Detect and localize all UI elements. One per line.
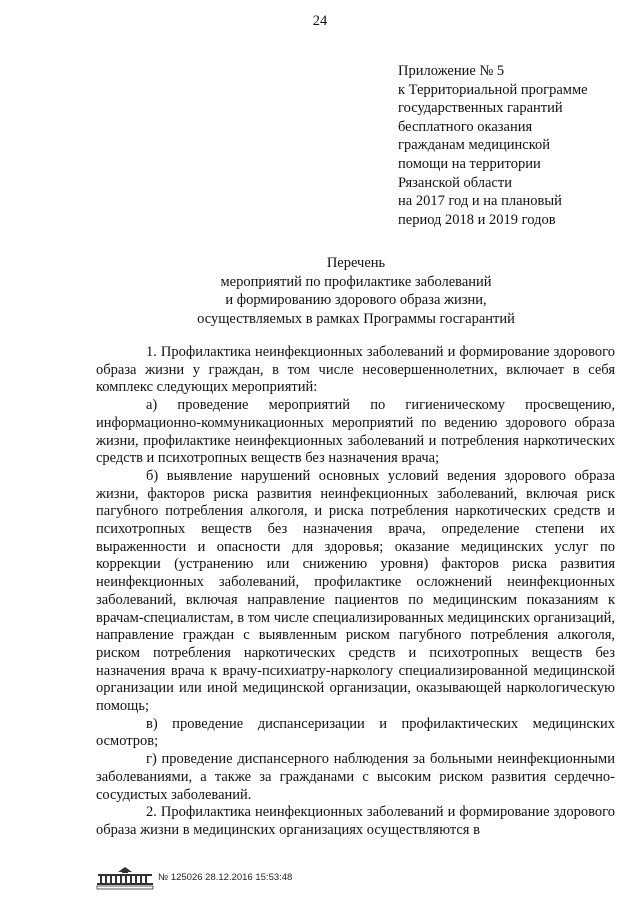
- paragraph: б) выявление нарушений основных условий ведения здорового образа жизни, факторов риска развития неинфекционных заболеваний, включая риск пагубного потребления алкоголя, и риска потребления наркотических средств и психотропных веществ без назначения врача, определение степени их выраженности и опасности для здоровья; оказание медицинских услуг по коррекции (устранению или снижению уровня) факторов риска развития неинфекционных заболеваний, профилактике осложнений неинфекционных заболеваний, включая направление пациентов по медицинским показаниям к врачам-специалистам, в том числе специализированных медицинских организаций, направление граждан с выявленным риском пагубного потребления алкоголя, риском потребления наркотических средств и психотропных веществ без назначения врача к врачу-психиатру-наркологу специализированной медицинской организации или иной медицинской организации, оказывающей наркологическую помощь;: [96, 467, 615, 715]
- appendix-header: [398, 62, 634, 229]
- appendix-line: бесплатного оказания: [398, 118, 533, 135]
- title-line: мероприятий по профилактике заболеваний: [220, 273, 492, 290]
- document-title: [96, 254, 616, 328]
- appendix-line: к Территориальной программе: [398, 81, 588, 98]
- appendix-line: Приложение № 5: [398, 63, 505, 79]
- appendix-line: помощи на территории: [398, 155, 541, 172]
- appendix-line: Рязанской области: [398, 174, 512, 191]
- appendix-line: на 2017 год и на плановый: [398, 193, 562, 210]
- appendix-line: гражданам медицинской: [398, 137, 551, 154]
- appendix-line: государственных гарантий: [398, 100, 563, 117]
- document-footer: [96, 866, 396, 892]
- appendix-line: период 2018 и 2019 годов: [398, 211, 556, 228]
- paragraph: в) проведение диспансеризации и профилактических медицинских осмотров;: [96, 715, 615, 750]
- page-number: 24: [312, 13, 328, 29]
- paragraph: 1. Профилактика неинфекционных заболеваний и формирование здорового образа жизни у граждан, в том числе несовершеннолетних, включает в себя комплекс следующих мероприятий:: [96, 344, 615, 396]
- title-line: и формированию здорового образа жизни,: [225, 292, 487, 309]
- title-heading: Перечень: [326, 255, 386, 271]
- paragraph: а) проведение мероприятий по гигиеническому просвещению, информационно-коммуникационных мероприятий по ведению здорового образа жизни, профилактике неинфекционных заболеваний и потребления наркотических средств и психотропных веществ без назначения врача;: [96, 397, 615, 467]
- document-body: [96, 344, 615, 840]
- paragraph: г) проведение диспансерного наблюдения за больными неинфекционными заболеваниями, а также за гражданами с высоким риском развития сердечно-сосудистых заболеваний.: [96, 751, 615, 803]
- title-line: осуществляемых в рамках Программы госгарантий: [197, 310, 515, 327]
- registration-stamp: № 125026 28.12.2016 15:53:48: [158, 872, 293, 883]
- paragraph: 2. Профилактика неинфекционных заболеваний и формирование здорового образа жизни в медицинских организациях осуществляются в: [96, 804, 615, 838]
- building-stamp-icon: [96, 866, 154, 890]
